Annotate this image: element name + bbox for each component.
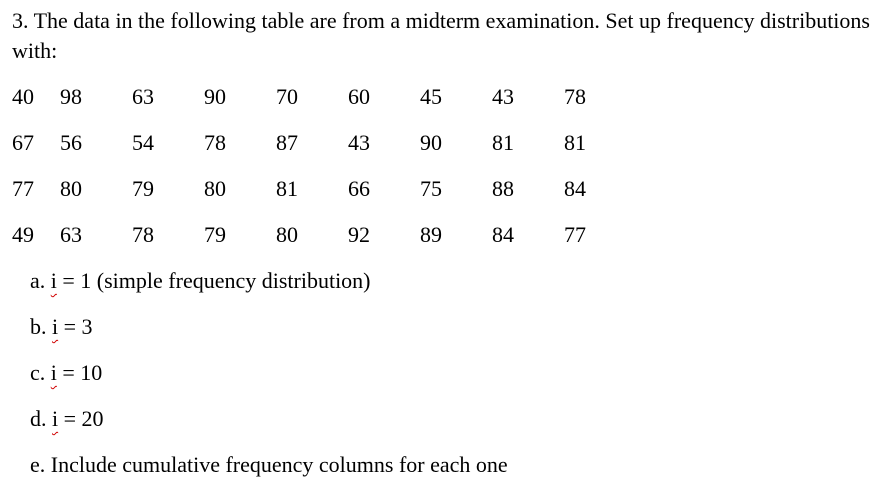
table-cell: 54 bbox=[132, 130, 154, 155]
option-prefix: c. bbox=[30, 360, 51, 385]
table-cell: 60 bbox=[348, 84, 370, 109]
option-rest: = 10 bbox=[56, 360, 103, 385]
table-cell: 87 bbox=[276, 130, 298, 155]
table-cell: 43 bbox=[492, 84, 514, 109]
table-cell: 77 bbox=[12, 176, 34, 201]
table-cell: 78 bbox=[204, 130, 226, 155]
table-cell: 78 bbox=[132, 222, 154, 247]
table-cell: 67 bbox=[12, 130, 34, 155]
option-rest: = 3 bbox=[58, 314, 93, 339]
table-cell: 66 bbox=[348, 176, 370, 201]
option-c bbox=[30, 358, 508, 404]
table-cell: 80 bbox=[276, 222, 298, 247]
table-cell: 92 bbox=[348, 222, 370, 247]
table-cell: 80 bbox=[60, 176, 82, 201]
table-row bbox=[12, 176, 636, 222]
table-cell: 84 bbox=[564, 176, 586, 201]
table-cell: 90 bbox=[420, 130, 442, 155]
option-rest: = 1 (simple frequency distribution) bbox=[56, 268, 371, 293]
table-cell: 98 bbox=[60, 84, 82, 109]
table-cell: 75 bbox=[420, 176, 442, 201]
option-variable: i bbox=[52, 314, 59, 339]
table-cell: 43 bbox=[348, 130, 370, 155]
option-rest: = 20 bbox=[58, 406, 104, 431]
table-cell: 77 bbox=[564, 222, 586, 247]
option-variable: i bbox=[50, 268, 57, 293]
table-row bbox=[12, 130, 636, 176]
option-a bbox=[30, 266, 508, 312]
table-row bbox=[12, 84, 636, 130]
table-cell: 80 bbox=[204, 176, 226, 201]
table-cell: 90 bbox=[204, 84, 226, 109]
option-e bbox=[30, 450, 508, 496]
table-cell: 49 bbox=[12, 222, 34, 247]
table-cell: 79 bbox=[204, 222, 226, 247]
option-d bbox=[30, 404, 508, 450]
option-prefix: a. bbox=[30, 268, 51, 293]
table-cell: 40 bbox=[12, 84, 34, 109]
table-cell: 45 bbox=[420, 84, 442, 109]
table-cell: 70 bbox=[276, 84, 298, 109]
table-cell: 79 bbox=[132, 176, 154, 201]
table-cell: 89 bbox=[420, 222, 442, 247]
table-cell: 81 bbox=[492, 130, 514, 155]
option-prefix: d. bbox=[30, 406, 52, 431]
data-table bbox=[12, 84, 636, 268]
table-cell: 81 bbox=[564, 130, 586, 155]
option-b bbox=[30, 312, 508, 358]
option-prefix: e. Include cumulative frequency columns for each one bbox=[30, 452, 508, 477]
table-cell: 78 bbox=[564, 84, 586, 109]
table-cell: 81 bbox=[276, 176, 298, 201]
question-text: 3. The data in the following table are from a midterm examination. Set up frequency distributions with: bbox=[12, 8, 870, 63]
table-cell: 88 bbox=[492, 176, 514, 201]
option-variable: i bbox=[50, 360, 57, 385]
table-cell: 84 bbox=[492, 222, 514, 247]
table-cell: 63 bbox=[60, 222, 82, 247]
options-list bbox=[30, 266, 508, 496]
table-cell: 63 bbox=[132, 84, 154, 109]
table-cell: 56 bbox=[60, 130, 82, 155]
table-row bbox=[12, 222, 636, 268]
option-prefix: b. bbox=[30, 314, 52, 339]
option-variable: i bbox=[52, 406, 59, 431]
